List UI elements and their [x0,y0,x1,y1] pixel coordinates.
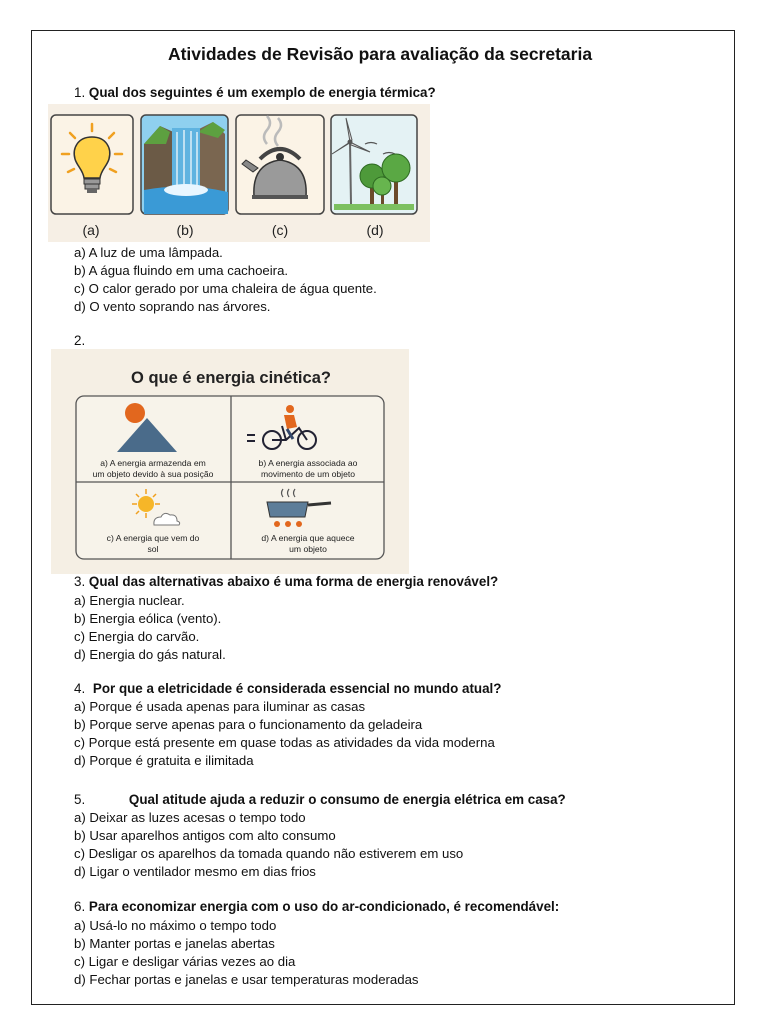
page-title: Atividades de Revisão para avaliação da secretaria [167,44,593,64]
q1-option-a: a) A luz de uma lâmpada. [74,245,223,260]
q1-energy-images [48,104,430,242]
image-label-c: (c) [271,222,289,238]
q2-cell-d-line2: um objeto [289,544,327,554]
q3-option-b: b) Energia eólica (vento). [74,611,222,626]
q3-option-a: a) Energia nuclear. [74,593,185,608]
image-label-b: (b) [176,222,194,238]
q6-option-d: d) Fechar portas e janelas e usar temperaturas moderadas [74,972,419,987]
q2-cell-d-line1: d) A energia que aquece [261,533,355,543]
q4-option-b: b) Porque serve apenas para o funcionamento da geladeira [74,717,423,732]
image-label-d: (d) [366,222,384,238]
question-5 [74,792,566,807]
waterfall-image [141,115,228,214]
question-6-number: 6. [74,899,86,914]
q4-option-d: d) Porque é gratuita e ilimitada [74,753,254,768]
kettle-image [236,115,324,214]
question-4 [74,681,501,696]
q4-option-a: a) Porque é usada apenas para iluminar as casas [74,699,366,714]
q6-option-a: a) Usá-lo no máximo o tempo todo [74,918,277,933]
q6-option-c: c) Ligar e desligar várias vezes ao dia [74,954,296,969]
q2-cell-c-line1: c) A energia que vem do [106,533,200,543]
question-3 [74,574,498,589]
question-1 [74,85,436,100]
q5-option-a: a) Deixar as luzes acesas o tempo todo [74,810,306,825]
q5-option-c: c) Desligar os aparelhos da tomada quando não estiverem em uso [74,846,464,861]
question-5-number: 5. [74,792,86,807]
q1-option-b: b) A água fluindo em uma cachoeira. [74,263,289,278]
question-3-number: 3. [74,574,86,589]
q1-option-d: d) O vento soprando nas árvores. [74,299,271,314]
question-1-text: Qual dos seguintes é um exemplo de energia térmica? [88,85,436,100]
question-5-text: Qual atitude ajuda a reduzir o consumo de energia elétrica em casa? [128,792,566,807]
q3-option-d: d) Energia do gás natural. [74,647,226,662]
question-3-text: Qual das alternativas abaixo é uma forma de energia renovável? [88,574,499,589]
question-2 [74,333,85,348]
q2-cell-a-line2: um objeto devido à sua posição [92,469,214,479]
q3-option-c: c) Energia do carvão. [74,629,200,644]
q2-cell-b-line2: movimento de um objeto [260,469,356,479]
q5-option-d: d) Ligar o ventilador mesmo em dias frios [74,864,316,879]
q6-option-b: b) Manter portas e janelas abertas [74,936,275,951]
q1-option-c: c) O calor gerado por uma chaleira de água quente. [74,281,377,296]
q4-option-c: c) Porque está presente em quase todas as atividades da vida moderna [74,735,495,750]
question-6-text: Para economizar energia com o uso do ar-condicionado, é recomendável: [88,899,560,914]
wind-trees-image [331,115,417,214]
question-4-text: Por que a eletricidade é considerada essencial no mundo atual? [92,681,502,696]
q2-cell-a-line1: a) A energia armazenda em [100,458,206,468]
question-1-number: 1. [74,85,86,100]
image-label-a: (a) [82,222,100,238]
q2-cell-c-line2: sol [147,544,159,554]
q2-kinetic-energy-image [51,349,409,574]
lightbulb-image [51,115,133,214]
q5-option-b: b) Usar aparelhos antigos com alto consumo [74,828,336,843]
question-4-number: 4. [74,681,86,696]
q2-cell-b-line1: b) A energia associada ao [258,458,358,468]
question-6 [74,899,559,914]
q2-image-title: O que é energia cinética? [131,369,331,387]
question-2-number: 2. [74,333,86,348]
